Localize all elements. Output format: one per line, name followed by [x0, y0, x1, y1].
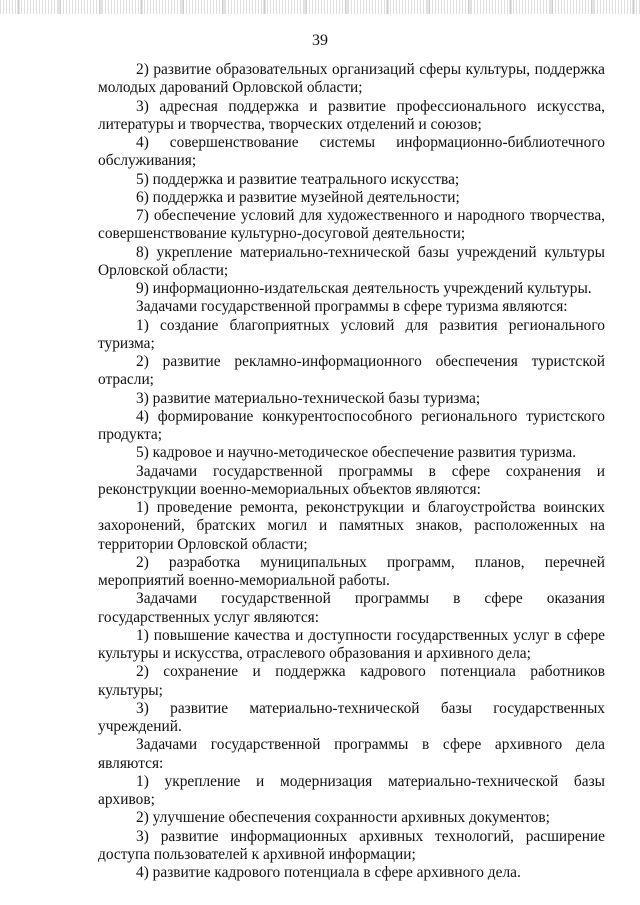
paragraph: 4) формирование конкурентоспособного регионального туристского продукта;: [98, 407, 605, 443]
paragraph: 1) создание благоприятных условий для развития регионального туризма;: [98, 316, 605, 352]
paragraph: Задачами государственной программы в сфере архивного дела являются:: [98, 736, 605, 772]
paragraph: 4) совершенствование системы информационно-библиотечного обслуживания;: [98, 134, 605, 170]
paragraph: 1) повышение качества и доступности государственных услуг в сфере культуры и искусства, отраслевого образования и архивного дела;: [98, 626, 605, 662]
paragraph: 4) развитие кадрового потенциала в сфере архивного дела.: [136, 864, 521, 881]
paragraph: 2) развитие образовательных организаций сферы культуры, поддержка молодых дарований Орловской области;: [98, 61, 605, 97]
paragraph: 1) укрепление и модернизация материально-технической базы архивов;: [98, 772, 605, 808]
paragraph: Задачами государственной программы в сфере оказания государственных услуг являются:: [98, 590, 605, 626]
paragraph: 3) развитие материально-технической базы туризма;: [136, 389, 481, 407]
document-body: [98, 61, 605, 882]
paragraph: 9) информационно-издательская деятельность учреждений культуры.: [136, 280, 592, 297]
paragraph: 3) адресная поддержка и развитие профессионального искусства, литературы и творчества, творческих отделений и союзов;: [98, 97, 605, 133]
paragraph: 2) разработка муниципальных программ, планов, перечней мероприятий военно-мемориальной работы.: [98, 553, 605, 589]
paragraph: 5) кадровое и научно-методическое обеспечение развития туризма.: [136, 444, 577, 462]
paragraph: 3) развитие информационных архивных технологий, расширение доступа пользователей к архивной информации;: [98, 827, 605, 863]
paragraph: 6) поддержка и развитие музейной деятельности;: [136, 188, 460, 206]
paragraph: Задачами государственной программы в сфере туризма являются:: [136, 298, 568, 316]
paragraph: Задачами государственной программы в сфере сохранения и реконструкции военно-мемориальных объектов являются:: [98, 462, 605, 498]
paragraph: 7) обеспечение условий для художественного и народного творчества, совершенствование культурно-досуговой деятельности;: [98, 207, 605, 243]
paragraph: 8) укрепление материально-технической базы учреждений культуры Орловской области;: [98, 243, 605, 279]
paragraph: 2) улучшение обеспечения сохранности архивных документов;: [136, 809, 550, 827]
page-number: 39: [312, 32, 328, 49]
paragraph: 3) развитие материально-технической базы государственных учреждений.: [98, 699, 605, 735]
paragraph: 5) поддержка и развитие театрального искусства;: [136, 170, 460, 188]
paragraph: 2) сохранение и поддержка кадрового потенциала работников культуры;: [98, 663, 605, 699]
paragraph: 2) развитие рекламно-информационного обеспечения туристской отрасли;: [98, 353, 605, 389]
scan-artifact-strip: [0, 0, 640, 14]
paragraph: 1) проведение ремонта, реконструкции и благоустройства воинских захоронений, братских могил и памятных знаков, расположенных на территории Орловской области;: [98, 499, 605, 553]
